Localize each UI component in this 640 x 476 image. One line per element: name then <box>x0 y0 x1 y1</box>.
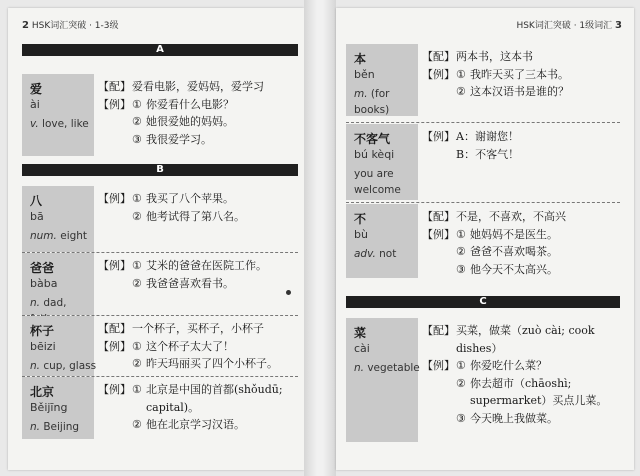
part-of-speech: n. <box>30 360 40 372</box>
example-text: 你爱吃什么菜？ <box>470 359 547 372</box>
entry-head-column <box>22 316 97 376</box>
meaning-line: welcome <box>354 184 401 196</box>
collocation-row <box>422 208 616 226</box>
pei-label: 【配】 <box>98 322 131 335</box>
pinyin: bā <box>30 210 44 223</box>
entry-content <box>98 190 294 225</box>
headword: 爱 <box>30 82 43 96</box>
example-number: ③ <box>132 132 142 146</box>
example-number: ② <box>132 357 142 370</box>
meaning: Beijing <box>43 421 80 433</box>
dialogue-line: A：谢谢您！ <box>456 130 519 143</box>
pinyin: bú kèqi <box>354 148 395 161</box>
meaning-line: books) <box>354 104 390 116</box>
dialogue-line: B：不客气！ <box>456 147 520 161</box>
collocation-row <box>422 322 616 340</box>
part-of-speech: n. <box>354 362 364 374</box>
right-running-head <box>516 18 622 31</box>
entry-content <box>422 322 616 427</box>
entry-ben <box>346 44 620 116</box>
entry-ai <box>22 74 298 156</box>
entry-baba <box>22 253 298 315</box>
example-row <box>98 208 294 226</box>
entry-head-column <box>22 186 94 252</box>
gloss <box>30 358 98 374</box>
example-text: 她很爱她的妈妈。 <box>146 115 234 128</box>
headword: 不 <box>354 212 367 226</box>
entry-bu <box>346 204 620 278</box>
example-number: ① <box>132 192 142 205</box>
example-number: ① <box>132 97 142 111</box>
example-text: 这本汉语书是谁的？ <box>470 85 569 98</box>
example-number: ② <box>456 376 466 390</box>
meaning: vegetable <box>367 362 420 374</box>
example-text: 今天晚上我做菜。 <box>470 411 558 425</box>
li-label: 【例】 <box>98 97 131 111</box>
collocation-text: 不是，不喜欢，不高兴 <box>456 210 566 223</box>
example-number: ① <box>132 339 142 353</box>
part-of-speech: n. <box>30 297 40 309</box>
entry-beizi <box>22 316 298 376</box>
pinyin: ài <box>30 98 40 111</box>
example-continuation: capital)。 <box>146 400 200 414</box>
entry-content <box>422 48 616 101</box>
part-of-speech: m. <box>354 88 368 100</box>
entry-content <box>98 381 294 434</box>
gloss <box>30 419 98 435</box>
example-row <box>98 355 294 373</box>
example-number: ③ <box>456 411 466 425</box>
example-row <box>422 261 616 279</box>
example-text: 他在北京学习汉语。 <box>146 418 245 431</box>
example-text: 我昨天买了三本书。 <box>470 67 569 81</box>
li-label: 【例】 <box>422 359 455 372</box>
li-label: 【例】 <box>422 227 455 241</box>
example-text: 昨天玛丽买了四个小杯子。 <box>146 357 278 370</box>
entry-content <box>422 208 616 278</box>
example-text: 我爸爸喜欢看书。 <box>146 276 234 290</box>
pinyin: bēizi <box>30 340 56 353</box>
pinyin: bù <box>354 228 368 241</box>
entry-content <box>98 320 294 373</box>
example-row <box>98 131 294 149</box>
ink-spot <box>286 290 291 295</box>
part-of-speech: adv. <box>354 248 376 260</box>
example-text: 这个杯子太大了！ <box>146 339 234 353</box>
entry-content <box>422 128 616 163</box>
headword: 本 <box>354 52 367 66</box>
entry-head-column <box>22 74 94 156</box>
example-number: ② <box>132 276 142 290</box>
section-letter-a: A <box>22 44 298 56</box>
example-text: 我买了八个苹果。 <box>146 192 234 205</box>
pinyin: běn <box>354 68 375 81</box>
entry-head-column <box>22 377 94 439</box>
dialogue-row <box>422 128 616 146</box>
pinyin: Běijīng <box>30 401 68 414</box>
entry-head-column <box>346 124 418 200</box>
meaning-line: you are <box>354 168 394 180</box>
section-letter-b: B <box>22 164 298 176</box>
part-of-speech: n. <box>30 421 40 433</box>
example-row <box>98 381 294 399</box>
entry-beijing <box>22 377 298 439</box>
entry-content <box>98 257 294 292</box>
pinyin: cài <box>354 342 370 355</box>
example-row <box>422 66 616 84</box>
example-text: 你去超市（chāoshì; <box>470 376 572 390</box>
example-row <box>98 338 294 356</box>
entry-head-column <box>346 318 418 442</box>
headword: 北京 <box>30 385 55 399</box>
li-label: 【例】 <box>422 130 455 143</box>
pei-label: 【配】 <box>422 210 455 223</box>
headword: 不客气 <box>354 132 391 146</box>
example-number: ① <box>132 259 142 272</box>
meaning: not <box>379 248 397 260</box>
example-number: ② <box>456 85 466 98</box>
meaning: cup, glass <box>43 360 97 372</box>
example-number: ② <box>456 245 466 258</box>
pinyin: bàba <box>30 277 58 290</box>
example-number: ② <box>132 115 142 128</box>
example-text: 他考试得了第八名。 <box>146 209 245 223</box>
example-row <box>98 190 294 208</box>
example-row <box>98 275 294 293</box>
example-number: ③ <box>456 262 466 276</box>
example-text: 她妈妈不是医生。 <box>470 227 558 241</box>
example-number: ② <box>132 209 142 223</box>
left-running-title: HSK词汇突破 · 1-3级 <box>31 21 119 31</box>
example-number: ① <box>456 67 466 81</box>
example-number: ① <box>132 383 142 396</box>
li-label: 【例】 <box>98 339 131 353</box>
gloss <box>354 166 422 198</box>
section-letter-c: C <box>346 296 620 308</box>
example-row <box>98 96 294 114</box>
part-of-speech: v. <box>30 118 39 130</box>
collocation-text: 买菜，做菜（zuò cài; cook <box>456 324 595 337</box>
meaning: dad, <box>43 297 67 309</box>
example-row <box>422 243 616 261</box>
collocation-continuation: dishes） <box>456 341 503 355</box>
meaning-line: (for <box>370 88 390 100</box>
dialogue-row <box>422 146 616 164</box>
left-page-number: 2 <box>22 20 29 31</box>
pei-label: 【配】 <box>422 50 455 63</box>
example-row <box>98 113 294 131</box>
entry-divider <box>346 122 620 123</box>
right-page-number: 3 <box>615 20 622 31</box>
collocation-text: 爱看电影，爱妈妈，爱学习 <box>132 80 264 93</box>
li-label: 【例】 <box>98 259 131 272</box>
part-of-speech: num. <box>30 230 57 242</box>
left-running-head <box>22 18 119 31</box>
pei-label: 【配】 <box>98 80 131 93</box>
example-row <box>422 375 616 393</box>
li-label: 【例】 <box>422 67 455 81</box>
right-running-title: HSK词汇突破 · 1级词汇 <box>516 21 613 31</box>
example-number: ② <box>132 418 142 431</box>
collocation-row <box>98 78 294 96</box>
collocation-row <box>98 320 294 338</box>
example-row <box>422 83 616 101</box>
example-row <box>422 226 616 244</box>
headword: 杯子 <box>30 324 55 338</box>
meaning: love, like <box>42 118 89 130</box>
pei-label: 【配】 <box>422 324 455 337</box>
example-row <box>422 410 616 428</box>
example-row <box>98 257 294 275</box>
entry-head-column <box>22 253 94 315</box>
collocation-text: 一个杯子，买杯子，小杯子 <box>132 322 264 335</box>
collocation-text: 两本书，这本书 <box>456 50 533 63</box>
gloss <box>30 228 98 244</box>
example-text: 我很爱学习。 <box>146 132 212 146</box>
entry-head-column <box>346 204 418 278</box>
example-row <box>422 357 616 375</box>
example-text: 爸爸不喜欢喝茶。 <box>470 245 558 258</box>
headword: 八 <box>30 194 43 208</box>
gloss <box>354 86 422 118</box>
entry-ba <box>22 186 298 252</box>
example-row <box>98 416 294 434</box>
headword: 菜 <box>354 326 367 340</box>
example-text: 你爱看什么电影？ <box>146 97 234 111</box>
entry-bukeqi <box>346 124 620 200</box>
example-text: 北京是中国的首都(shǒudū; <box>146 383 283 396</box>
entry-head-column <box>346 44 418 116</box>
gloss <box>354 360 422 376</box>
meaning: eight <box>60 230 88 242</box>
example-number: ① <box>456 359 466 372</box>
li-label: 【例】 <box>98 192 131 205</box>
entry-divider <box>346 202 620 203</box>
example-text: 他今天不太高兴。 <box>470 262 558 276</box>
example-continuation: supermarket）买点儿菜。 <box>470 394 608 407</box>
entry-cai <box>346 318 620 442</box>
entry-content <box>98 78 294 148</box>
li-label: 【例】 <box>98 383 131 396</box>
example-text: 艾米的爸爸在医院工作。 <box>146 259 267 272</box>
book-gutter <box>304 0 336 476</box>
example-number: ① <box>456 227 466 241</box>
gloss <box>30 116 98 132</box>
headword: 爸爸 <box>30 261 55 275</box>
gloss <box>354 246 422 262</box>
collocation-row <box>422 48 616 66</box>
